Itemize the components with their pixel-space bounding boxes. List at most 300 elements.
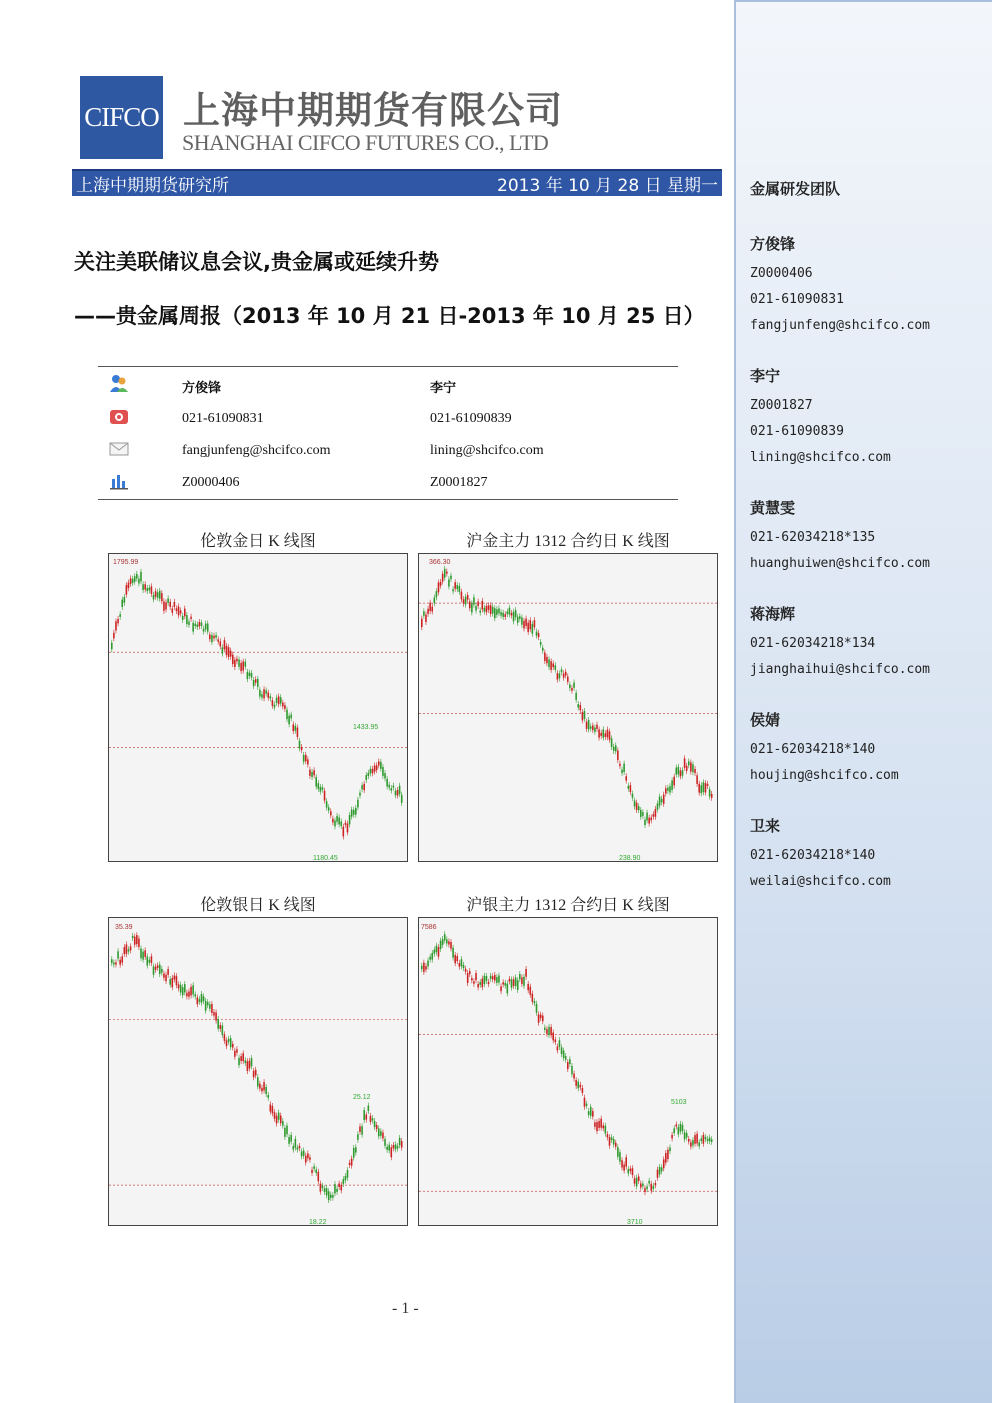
candle-body xyxy=(384,1139,386,1146)
candle-body xyxy=(303,1151,305,1156)
candle-body xyxy=(219,1025,221,1029)
candle-body xyxy=(446,939,448,943)
candle-body xyxy=(461,592,463,600)
candle-body xyxy=(365,1115,367,1120)
candle-body xyxy=(563,673,565,677)
candle-body xyxy=(611,1137,613,1140)
candle-body xyxy=(563,1051,565,1058)
candle-body xyxy=(299,1146,301,1148)
team-member-email[interactable]: fangjunfeng@shcifco.com xyxy=(750,318,931,333)
candle-body xyxy=(475,606,477,611)
candle-body xyxy=(607,1134,609,1137)
candle-body xyxy=(349,815,351,824)
candle-body xyxy=(452,589,454,591)
candle-body xyxy=(448,579,450,586)
candle-body xyxy=(538,633,540,637)
candle-body xyxy=(334,820,336,826)
candle-body xyxy=(197,997,199,1004)
candle-body xyxy=(448,941,450,944)
candle-body xyxy=(492,607,494,614)
candle-body xyxy=(230,1038,232,1047)
candle-body xyxy=(290,715,292,719)
candle-body xyxy=(395,791,397,796)
contact-id-2: Z0001827 xyxy=(430,475,488,490)
candle-body xyxy=(272,1106,274,1113)
candle-body xyxy=(334,1184,336,1193)
contact-phone-1: 021-61090831 xyxy=(182,411,264,426)
candle-body xyxy=(471,603,473,612)
team-member-contact: 021-61090831 xyxy=(750,292,844,307)
candle-body xyxy=(270,696,272,698)
candle-body xyxy=(529,620,531,629)
candle-body xyxy=(617,1147,619,1156)
candle-body xyxy=(288,716,290,724)
team-member-email[interactable]: houjing@shcifco.com xyxy=(750,768,899,783)
candle-body xyxy=(115,962,117,964)
candle-body xyxy=(132,579,134,583)
candle-body xyxy=(669,786,671,792)
candle-body xyxy=(265,1087,267,1094)
candle-body xyxy=(473,981,475,983)
candle-body xyxy=(680,770,682,776)
candle-body xyxy=(359,1126,361,1131)
candle-body xyxy=(682,770,684,775)
candle-body xyxy=(213,1012,215,1016)
candle-body xyxy=(632,1168,634,1175)
candle-body xyxy=(469,601,471,608)
candle-body xyxy=(680,1124,682,1132)
candle-body xyxy=(425,966,427,970)
candle-body xyxy=(295,726,297,731)
candle-body xyxy=(584,1098,586,1107)
candle-body xyxy=(642,812,644,816)
candle-body xyxy=(481,979,483,988)
candle-body xyxy=(609,731,611,739)
candle-body xyxy=(167,598,169,603)
candle-body xyxy=(167,969,169,975)
candle-body xyxy=(199,622,201,626)
candle-body xyxy=(615,745,617,751)
team-member-name: 李宁 xyxy=(750,367,781,385)
team-member-email[interactable]: weilai@shcifco.com xyxy=(750,874,891,889)
candle-body xyxy=(619,764,621,766)
candle-body xyxy=(438,947,440,956)
candle-body xyxy=(640,1183,642,1187)
candle-body xyxy=(378,761,380,765)
candle-body xyxy=(192,623,194,632)
candle-body xyxy=(194,624,196,626)
candle-body xyxy=(234,1051,236,1057)
candle-body xyxy=(292,724,294,731)
chart-price-label: 1433.95 xyxy=(353,724,379,731)
candle-body xyxy=(397,790,399,796)
candle-body xyxy=(186,615,188,624)
candle-body xyxy=(590,726,592,728)
candle-body xyxy=(171,609,173,613)
candle-body xyxy=(190,987,192,996)
contact-name-2: 李宁 xyxy=(430,381,457,396)
candle-body xyxy=(163,601,165,610)
candle-body xyxy=(340,822,342,826)
candle-body xyxy=(575,693,577,700)
candle-body xyxy=(161,593,163,601)
candle-body xyxy=(278,1113,280,1120)
candle-body xyxy=(215,635,217,638)
candle-body xyxy=(205,624,207,630)
team-member-email[interactable]: huanghuiwen@shcifco.com xyxy=(750,556,931,571)
candle-body xyxy=(605,1126,607,1134)
candle-body xyxy=(142,584,144,590)
candle-body xyxy=(232,655,234,664)
candle-body xyxy=(322,1186,324,1188)
candle-body xyxy=(240,1056,242,1061)
candle-body xyxy=(222,1025,224,1035)
candle-body xyxy=(138,579,140,584)
candle-body xyxy=(192,985,194,994)
candle-body xyxy=(696,1134,698,1144)
candle-body xyxy=(611,738,613,747)
candle-body xyxy=(623,764,625,772)
candle-body xyxy=(174,976,176,980)
candle-body xyxy=(309,1157,311,1159)
candle-body xyxy=(486,606,488,612)
candle-body xyxy=(607,730,609,738)
candle-body xyxy=(548,1027,550,1035)
candle-body xyxy=(690,1142,692,1146)
candle-body xyxy=(182,616,184,620)
candle-body xyxy=(479,611,481,613)
candle-body xyxy=(515,610,517,617)
candle-body xyxy=(648,1181,650,1184)
candle-body xyxy=(650,817,652,820)
candle-body xyxy=(244,1060,246,1063)
candle-body xyxy=(382,1132,384,1138)
candle-body xyxy=(190,617,192,619)
candle-body xyxy=(600,733,602,736)
candle-body xyxy=(324,1188,326,1192)
candle-body xyxy=(613,1139,615,1144)
candle-body xyxy=(507,984,509,994)
candle-body xyxy=(688,1139,690,1142)
candle-body xyxy=(475,973,477,980)
chart-caption-london-silver: 伦敦银日 K 线图 xyxy=(200,897,316,914)
candle-body xyxy=(307,759,309,764)
company-name-en: SHANGHAI CIFCO FUTURES CO., LTD xyxy=(182,130,549,155)
candle-body xyxy=(682,1125,684,1131)
candle-body xyxy=(504,614,506,617)
candle-body xyxy=(540,642,542,645)
candle-body xyxy=(634,1178,636,1183)
candle-body xyxy=(494,608,496,618)
team-member xyxy=(750,497,992,577)
chart-sh-silver xyxy=(418,917,718,1226)
candle-body xyxy=(228,1039,230,1042)
candle-body xyxy=(330,1195,332,1198)
contact-row-phones xyxy=(98,407,678,435)
candle-body xyxy=(228,647,230,657)
candle-body xyxy=(663,795,665,804)
candle-body xyxy=(124,597,126,603)
candle-body xyxy=(249,1061,251,1069)
candle-body xyxy=(711,1139,713,1142)
candle-body xyxy=(425,615,427,623)
candle-body xyxy=(155,967,157,970)
candle-body xyxy=(270,1104,272,1111)
candle-body xyxy=(527,984,529,990)
candle-body xyxy=(149,588,151,591)
candle-body xyxy=(171,978,173,987)
candle-body xyxy=(121,600,123,607)
candle-body xyxy=(517,980,519,990)
candle-body xyxy=(378,1128,380,1136)
candle-body xyxy=(698,1142,700,1146)
candle-body xyxy=(488,605,490,609)
candle-body xyxy=(115,621,117,630)
candle-body xyxy=(207,623,209,631)
candle-body xyxy=(500,612,502,615)
candle-body xyxy=(151,956,153,963)
candle-body xyxy=(251,673,253,678)
candle-body xyxy=(151,586,153,593)
candle-body xyxy=(580,1085,582,1088)
candle-body xyxy=(421,619,423,627)
candle-body xyxy=(590,1107,592,1116)
candle-body xyxy=(423,963,425,972)
candle-body xyxy=(496,977,498,983)
chart-price-label: 7586 xyxy=(421,924,437,931)
institute-name: 上海中期期货研究所 xyxy=(76,176,229,196)
candle-body xyxy=(552,664,554,668)
candle-body xyxy=(280,1116,282,1124)
candle-body xyxy=(511,979,513,987)
chart-price-label: 238.90 xyxy=(619,855,641,861)
candle-body xyxy=(390,1147,392,1157)
candle-body xyxy=(368,773,370,776)
candle-body xyxy=(440,582,442,586)
candle-body xyxy=(646,813,648,821)
candle-body xyxy=(561,669,563,672)
candle-body xyxy=(155,591,157,597)
candle-body xyxy=(315,777,317,786)
candle-body xyxy=(295,1139,297,1148)
chart-price-label: 25.12 xyxy=(353,1094,371,1101)
candle-body xyxy=(286,1126,288,1135)
candle-body xyxy=(552,1032,554,1040)
contact-name-1: 方俊锋 xyxy=(182,381,222,396)
candle-body xyxy=(569,1059,571,1064)
candle-body xyxy=(671,780,673,790)
candle-body xyxy=(648,818,650,824)
candle-body xyxy=(567,1062,569,1069)
candle-body xyxy=(498,608,500,613)
candle-body xyxy=(431,953,433,960)
candle-body xyxy=(357,800,359,808)
candle-body xyxy=(272,700,274,706)
candle-body xyxy=(401,795,403,803)
candle-body xyxy=(353,810,355,815)
candle-body xyxy=(374,1121,376,1127)
candle-body xyxy=(363,1110,365,1120)
candle-body xyxy=(461,959,463,966)
candle-body xyxy=(209,634,211,639)
candle-body xyxy=(653,814,655,816)
candle-body xyxy=(144,584,146,589)
candle-body xyxy=(242,1053,244,1061)
team-member-email[interactable]: jianghaihui@shcifco.com xyxy=(750,662,931,677)
candle-body xyxy=(532,994,534,1002)
candle-body xyxy=(427,609,429,614)
candle-body xyxy=(317,783,319,789)
candle-body xyxy=(707,784,709,786)
candle-body xyxy=(642,1184,644,1187)
candle-body xyxy=(255,1070,257,1076)
candle-body xyxy=(153,966,155,974)
candle-body xyxy=(450,942,452,949)
candle-body xyxy=(661,1167,663,1171)
candle-body xyxy=(567,677,569,682)
chart-caption-london-gold: 伦敦金日 K 线图 xyxy=(200,533,316,550)
candle-body xyxy=(452,948,454,958)
candle-body xyxy=(305,755,307,761)
candle-body xyxy=(627,786,629,789)
candle-body xyxy=(144,950,146,957)
candle-body xyxy=(473,597,475,604)
candle-body xyxy=(588,1111,590,1115)
candle-body xyxy=(301,1151,303,1156)
candle-body xyxy=(675,768,677,775)
candle-body xyxy=(446,572,448,574)
candle-body xyxy=(544,652,546,660)
candle-body xyxy=(136,574,138,579)
candle-body xyxy=(561,1047,563,1054)
logo-text: CIFCO xyxy=(84,102,159,132)
candle-body xyxy=(288,1137,290,1144)
candle-body xyxy=(582,712,584,720)
candle-body xyxy=(665,1153,667,1163)
candle-body xyxy=(484,976,486,984)
candle-body xyxy=(638,806,640,810)
contact-email-2: lining@shcifco.com xyxy=(430,443,544,458)
candle-body xyxy=(442,939,444,945)
candle-body xyxy=(686,766,688,771)
candle-body xyxy=(307,1153,309,1158)
candle-body xyxy=(644,820,646,826)
candle-body xyxy=(586,722,588,729)
candle-body xyxy=(388,1145,390,1151)
candle-body xyxy=(149,960,151,963)
candle-body xyxy=(240,663,242,671)
team-member-email[interactable]: lining@shcifco.com xyxy=(750,450,891,465)
candle-body xyxy=(247,672,249,679)
candle-body xyxy=(705,1137,707,1139)
team-member-contact: 021-62034218*140 xyxy=(750,742,876,757)
candle-body xyxy=(276,1116,278,1124)
candle-body xyxy=(598,1121,600,1128)
candle-body xyxy=(267,693,269,698)
candle-body xyxy=(511,613,513,616)
candle-body xyxy=(678,1127,680,1134)
candle-body xyxy=(609,1137,611,1145)
candle-body xyxy=(700,1139,702,1141)
candle-body xyxy=(372,769,374,773)
team-member-contact: Z0001827 xyxy=(750,398,813,413)
candle-body xyxy=(657,804,659,810)
candle-body xyxy=(345,1176,347,1180)
people-icon xyxy=(108,373,130,393)
candle-body xyxy=(230,651,232,657)
candle-body xyxy=(374,765,376,771)
candle-body xyxy=(586,1104,588,1106)
candle-body xyxy=(244,662,246,667)
candle-body xyxy=(124,947,126,954)
candle-body xyxy=(355,808,357,815)
candle-body xyxy=(326,801,328,807)
candle-body xyxy=(684,758,686,767)
candle-body xyxy=(450,576,452,579)
candle-body xyxy=(605,733,607,736)
candle-body xyxy=(525,619,527,626)
candle-body xyxy=(638,1176,640,1181)
contact-phone-2: 021-61090839 xyxy=(430,411,512,426)
candle-body xyxy=(347,824,349,833)
candle-body xyxy=(224,1034,226,1040)
candle-body xyxy=(199,999,201,1002)
candle-body xyxy=(467,595,469,600)
candle-body xyxy=(423,611,425,615)
candle-body xyxy=(399,786,401,794)
candle-body xyxy=(363,784,365,790)
candle-body xyxy=(575,1080,577,1086)
candle-body xyxy=(703,782,705,792)
candle-body xyxy=(368,1106,370,1111)
candle-body xyxy=(203,996,205,1001)
candle-body xyxy=(434,598,436,604)
candle-body xyxy=(111,959,113,963)
candle-body xyxy=(146,588,148,591)
chart-london-silver xyxy=(108,917,408,1226)
candle-body xyxy=(297,728,299,737)
candle-body xyxy=(328,1191,330,1200)
company-logo xyxy=(80,76,163,159)
candle-body xyxy=(157,592,159,598)
candle-body xyxy=(380,1131,382,1136)
candle-body xyxy=(594,728,596,732)
candle-body xyxy=(661,799,663,803)
candle-body xyxy=(467,973,469,983)
candle-body xyxy=(596,725,598,729)
candle-body xyxy=(705,783,707,792)
candle-body xyxy=(507,612,509,615)
candle-body xyxy=(284,705,286,709)
candle-body xyxy=(313,1166,315,1168)
candle-body xyxy=(696,775,698,784)
candle-body xyxy=(238,1058,240,1065)
candle-body xyxy=(384,773,386,778)
chart-price-label: 3710 xyxy=(627,1219,643,1225)
candle-body xyxy=(627,1169,629,1173)
candle-body xyxy=(517,617,519,623)
candle-body xyxy=(427,961,429,967)
candle-body xyxy=(194,994,196,996)
candle-body xyxy=(380,762,382,769)
candle-body xyxy=(159,591,161,599)
candle-body xyxy=(565,1056,567,1060)
candle-body xyxy=(542,1016,544,1022)
candle-body xyxy=(130,578,132,583)
mail-icon xyxy=(108,439,130,459)
report-subtitle: ——贵金属周报（2013 年 10 月 21 日-2013 年 10 月 25 日） xyxy=(74,304,705,328)
candle-body xyxy=(509,979,511,982)
